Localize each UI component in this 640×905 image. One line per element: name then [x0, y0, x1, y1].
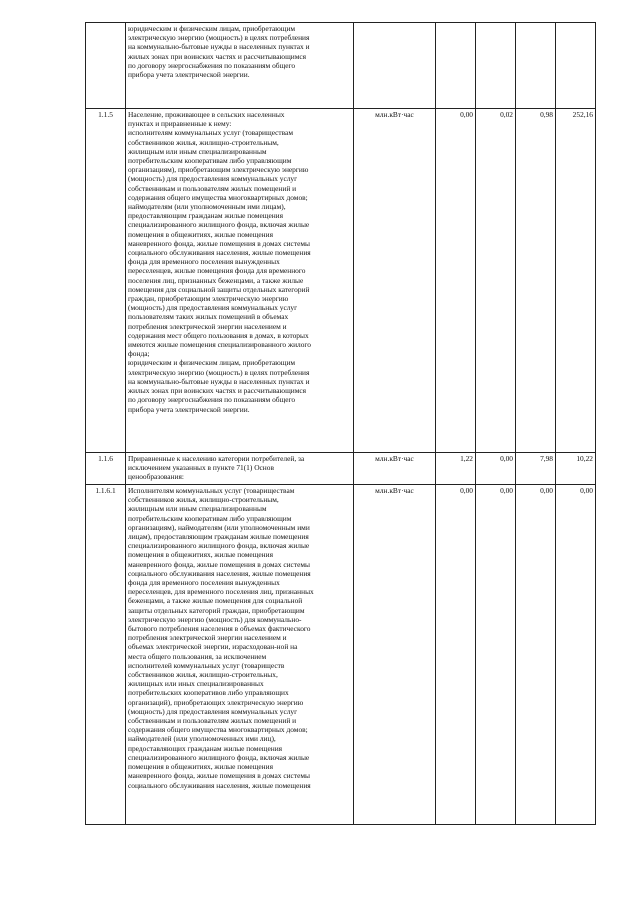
description-line: переселенцев, для временного поселения лиц, признанных — [128, 587, 314, 597]
description-line: лицам), предоставляющим гражданам жилые помещения — [128, 532, 309, 542]
description-line: маневренного фонда, жилые помещения в домах системы — [128, 771, 310, 781]
value-cell-2: 0,02 — [476, 109, 516, 453]
description-line: на коммунально-бытовые нужды в населенных пунктах и — [128, 376, 310, 386]
description-line: (мощность) для предоставления коммунальных услуг — [128, 303, 298, 313]
description-line: электрическую энергию (мощность) в целях потребления — [128, 367, 310, 377]
description-line: маневренного фонда, жилые помещения в домах системы — [128, 238, 310, 248]
value-cell-4: 10,22 — [556, 453, 596, 485]
description-line: жилищным или иным специализированным — [128, 504, 267, 514]
table-row — [86, 109, 596, 453]
value-cell-1: 0,00 — [436, 485, 476, 825]
description-line: социального обслуживания населения, жилые помещения — [128, 248, 311, 258]
value-cell-3: 0,98 — [516, 109, 556, 453]
row-number — [86, 23, 126, 109]
description-line: исполнителей коммунальных услуг (товариществ — [128, 660, 285, 670]
description-line: содержания общего имущества многоквартирных домов; — [128, 725, 308, 735]
description-line: юридическим и физическим лицам, приобретающим — [128, 358, 296, 368]
description-line: предоставляющих гражданам жилые помещения — [128, 743, 283, 753]
value-cell-4: 0,00 — [556, 485, 596, 825]
description-line: по договору энергоснабжения по показаниям общего — [128, 395, 296, 405]
description-line: переселенцев, жилые помещения фонда для временного — [128, 266, 306, 276]
description-line: организаций), приобретающих электрическую энергию — [128, 697, 304, 707]
description-line: пунктах и приравненные к нему: — [128, 119, 232, 129]
description-line: помещения для социальной защиты отдельных категорий — [128, 284, 310, 294]
description-line: помещения в общежитиях, жилые помещения — [128, 229, 273, 239]
value-cell-1: 0,00 — [436, 109, 476, 453]
row-unit: млн.кВт·час — [354, 109, 436, 453]
row-unit — [354, 23, 436, 109]
description-line: специализированного жилищного фонда, включая жилые — [128, 752, 310, 762]
description-line: юридическим и физическим лицам, приобретающим — [128, 24, 296, 33]
description-line: (мощность) для предоставления коммунальных услуг — [128, 706, 298, 716]
description-line: ценообразования: — [128, 472, 184, 482]
description-line: наймодателей (или уполномоченных ими лиц), — [128, 734, 276, 744]
table-row — [86, 453, 596, 485]
description-line: на коммунально-бытовые нужды в населенных пунктах и — [128, 42, 310, 52]
description-line: помещения в общежитиях, жилые помещения — [128, 762, 273, 772]
description-line: потребительским кооперативам либо управляющим — [128, 156, 292, 166]
row-number: 1.1.6 — [86, 453, 126, 485]
tariff-table — [85, 22, 596, 825]
description-line: социального обслуживания населения, жилые помещения — [128, 568, 311, 578]
description-line: бытового потребления населения в объемах фактического — [128, 624, 311, 634]
description-line: помещения в общежитиях, жилые помещения — [128, 550, 273, 560]
description-line: жилищным или иным специализированным — [128, 146, 267, 156]
description-line: содержания мест общего пользования в домах, в которых — [128, 330, 309, 340]
description-line: Приравненные к населению категории потребителей, за — [128, 454, 305, 463]
description-line: организациям), приобретающим электрическую энергию — [128, 165, 309, 175]
table-row — [86, 23, 596, 109]
description-line: специализированного жилищного фонда, включая жилые — [128, 541, 310, 551]
row-number: 1.1.5 — [86, 109, 126, 453]
description-line: жилищных или иных специализированных — [128, 679, 264, 689]
value-cell-4: 252,16 — [556, 109, 596, 453]
description-line: защиты отдельных категорий граждан, приобретающим — [128, 605, 305, 615]
description-line: Исполнителям коммунальных услуг (товариществам — [128, 486, 295, 495]
description-line: потребления электрической энергии населением и — [128, 321, 287, 331]
table-row — [86, 485, 596, 825]
description-line: организациям), наймодателям (или уполномоченным ими — [128, 522, 310, 532]
row-description — [126, 485, 354, 825]
description-line: имеются жилые помещения специализированного жилого — [128, 340, 311, 350]
value-cell-1: 1,22 — [436, 453, 476, 485]
row-description — [126, 23, 354, 109]
value-cell-2: 0,00 — [476, 485, 516, 825]
description-line: предоставляющим гражданам жилые помещения — [128, 211, 284, 221]
description-line: собственникам и пользователям жилых помещений и — [128, 183, 297, 193]
description-line: прибора учета электрической энергии. — [128, 70, 250, 80]
row-number: 1.1.6.1 — [86, 485, 126, 825]
description-line: жилых зонах при воинских частях и рассчитывающимся — [128, 386, 307, 396]
description-line: собственникам и пользователям жилых помещений и — [128, 716, 297, 726]
description-line: собственников жилья, жилищно-строительных, — [128, 670, 278, 680]
description-line: потребления электрической энергии населением и — [128, 633, 287, 643]
description-line: поселения лиц, признанных беженцами, а также жилые — [128, 275, 304, 285]
description-line: фонда для временного поселения вынужденных — [128, 257, 280, 267]
description-line: социального обслуживания населения, жилые помещения — [128, 780, 311, 790]
description-line: жилых зонах при воинских частях и рассчитывающимся — [128, 51, 307, 61]
description-line: фонда; — [128, 349, 150, 359]
value-cell-4 — [556, 23, 596, 109]
description-line: беженцами, а также жилые помещения для социальной — [128, 596, 303, 606]
value-cell-2 — [476, 23, 516, 109]
description-line: исключением указанных в пункте 71(1) Основ — [128, 463, 274, 473]
description-line: специализированного жилищного фонда, включая жилые — [128, 220, 310, 230]
value-cell-3: 0,00 — [516, 485, 556, 825]
value-cell-2: 0,00 — [476, 453, 516, 485]
description-line: маневренного фонда, жилые помещения в домах системы — [128, 559, 310, 569]
row-description — [126, 109, 354, 453]
description-line: пользователям таких жилых помещений в объемах — [128, 312, 289, 322]
description-line: фонда для временного поселения вынужденных — [128, 578, 280, 588]
description-line: граждан, приобретающим электрическую энергию — [128, 294, 289, 304]
description-line: наймодателям (или уполномоченным ими лицам), — [128, 202, 286, 212]
description-line: потребительских кооперативов либо управляющих — [128, 688, 289, 698]
value-cell-3: 7,98 — [516, 453, 556, 485]
description-line: электрическую энергию (мощность) в целях потребления — [128, 33, 310, 43]
description-line: электрическую энергию (мощность) для коммунально- — [128, 614, 302, 624]
row-unit: млн.кВт·час — [354, 485, 436, 825]
description-line: потребительским кооперативам либо управляющим — [128, 513, 292, 523]
description-line: собственников жилья, жилищно-строительным, — [128, 495, 279, 505]
value-cell-1 — [436, 23, 476, 109]
value-cell-3 — [516, 23, 556, 109]
description-line: по договору энергоснабжения по показаниям общего — [128, 60, 296, 70]
description-line: исполнителям коммунальных услуг (товариществам — [128, 128, 294, 138]
description-line: Население, проживающее в сельских населенных — [128, 110, 285, 119]
row-description — [126, 453, 354, 485]
description-line: содержания общего имущества многоквартирных домов; — [128, 192, 308, 202]
row-unit: млн.кВт·час — [354, 453, 436, 485]
description-line: (мощность) для предоставления коммунальных услуг — [128, 174, 298, 184]
description-line: собственников жилья, жилищно-строительным, — [128, 137, 279, 147]
description-line: места общего пользования, за исключением — [128, 651, 267, 661]
description-line: прибора учета электрической энергии. — [128, 404, 250, 414]
description-line: объемах электрической энергии, израсходован-ной на — [128, 642, 298, 652]
